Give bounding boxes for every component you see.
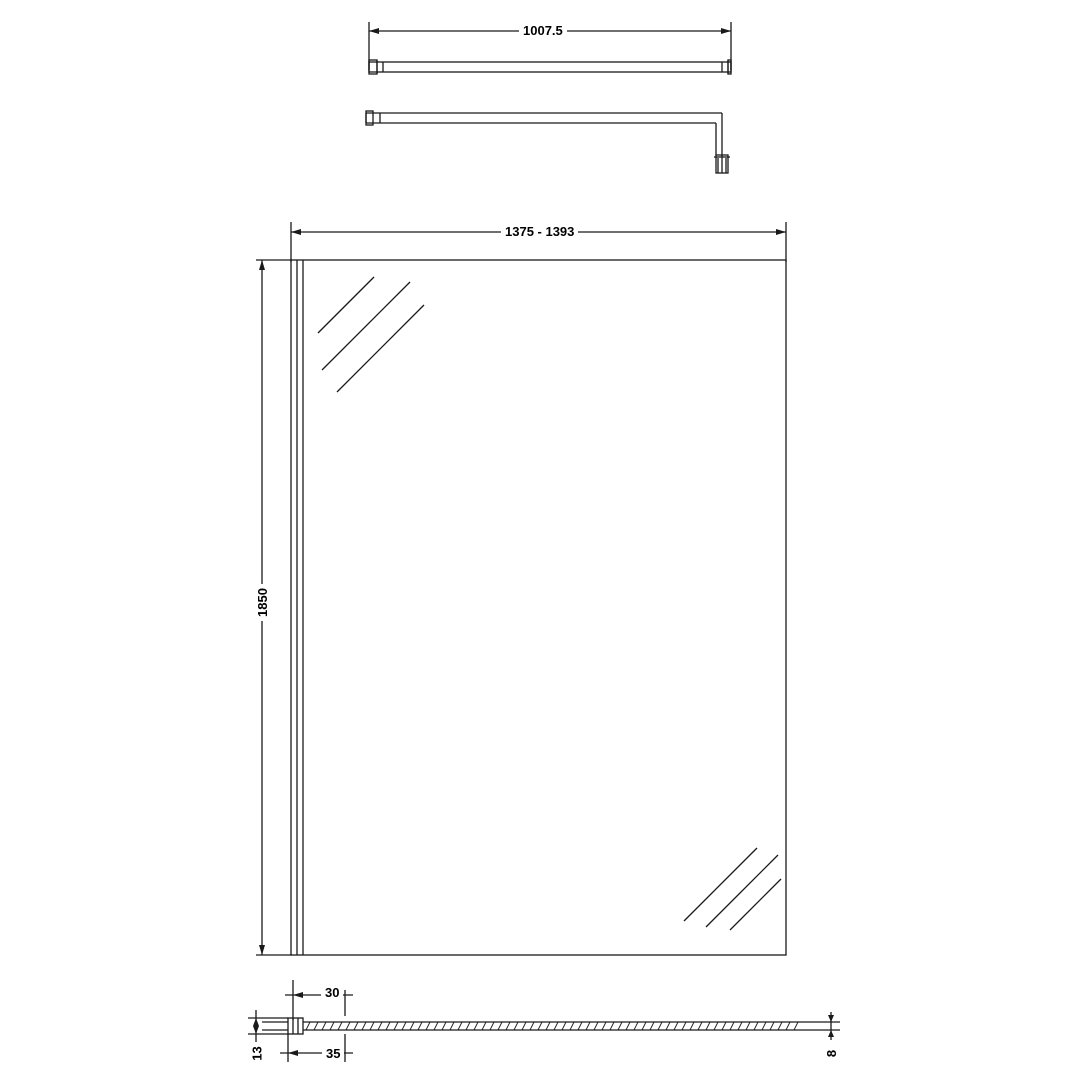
dimension-label-panel-height: 1850 <box>255 584 270 621</box>
dimension-13-group <box>248 1010 288 1042</box>
dimension-label-glass-thickness: 8 <box>824 1046 839 1061</box>
support-bar-angled <box>366 111 730 173</box>
dimension-label-profile-thickness: 13 <box>250 1042 265 1064</box>
glass-reflection-top-left <box>318 277 424 392</box>
glass-reflection-bottom-right <box>684 848 781 930</box>
dimension-8-group <box>799 1012 840 1040</box>
dimension-label-panel-width: 1375 - 1393 <box>501 224 578 239</box>
dimension-label-top-bar: 1007.5 <box>519 23 567 38</box>
support-bar-straight <box>369 60 731 74</box>
plan-section-view <box>262 1018 799 1034</box>
dimension-label-profile-offset: 30 <box>321 985 343 1000</box>
dimension-label-profile-width: 35 <box>322 1046 344 1061</box>
